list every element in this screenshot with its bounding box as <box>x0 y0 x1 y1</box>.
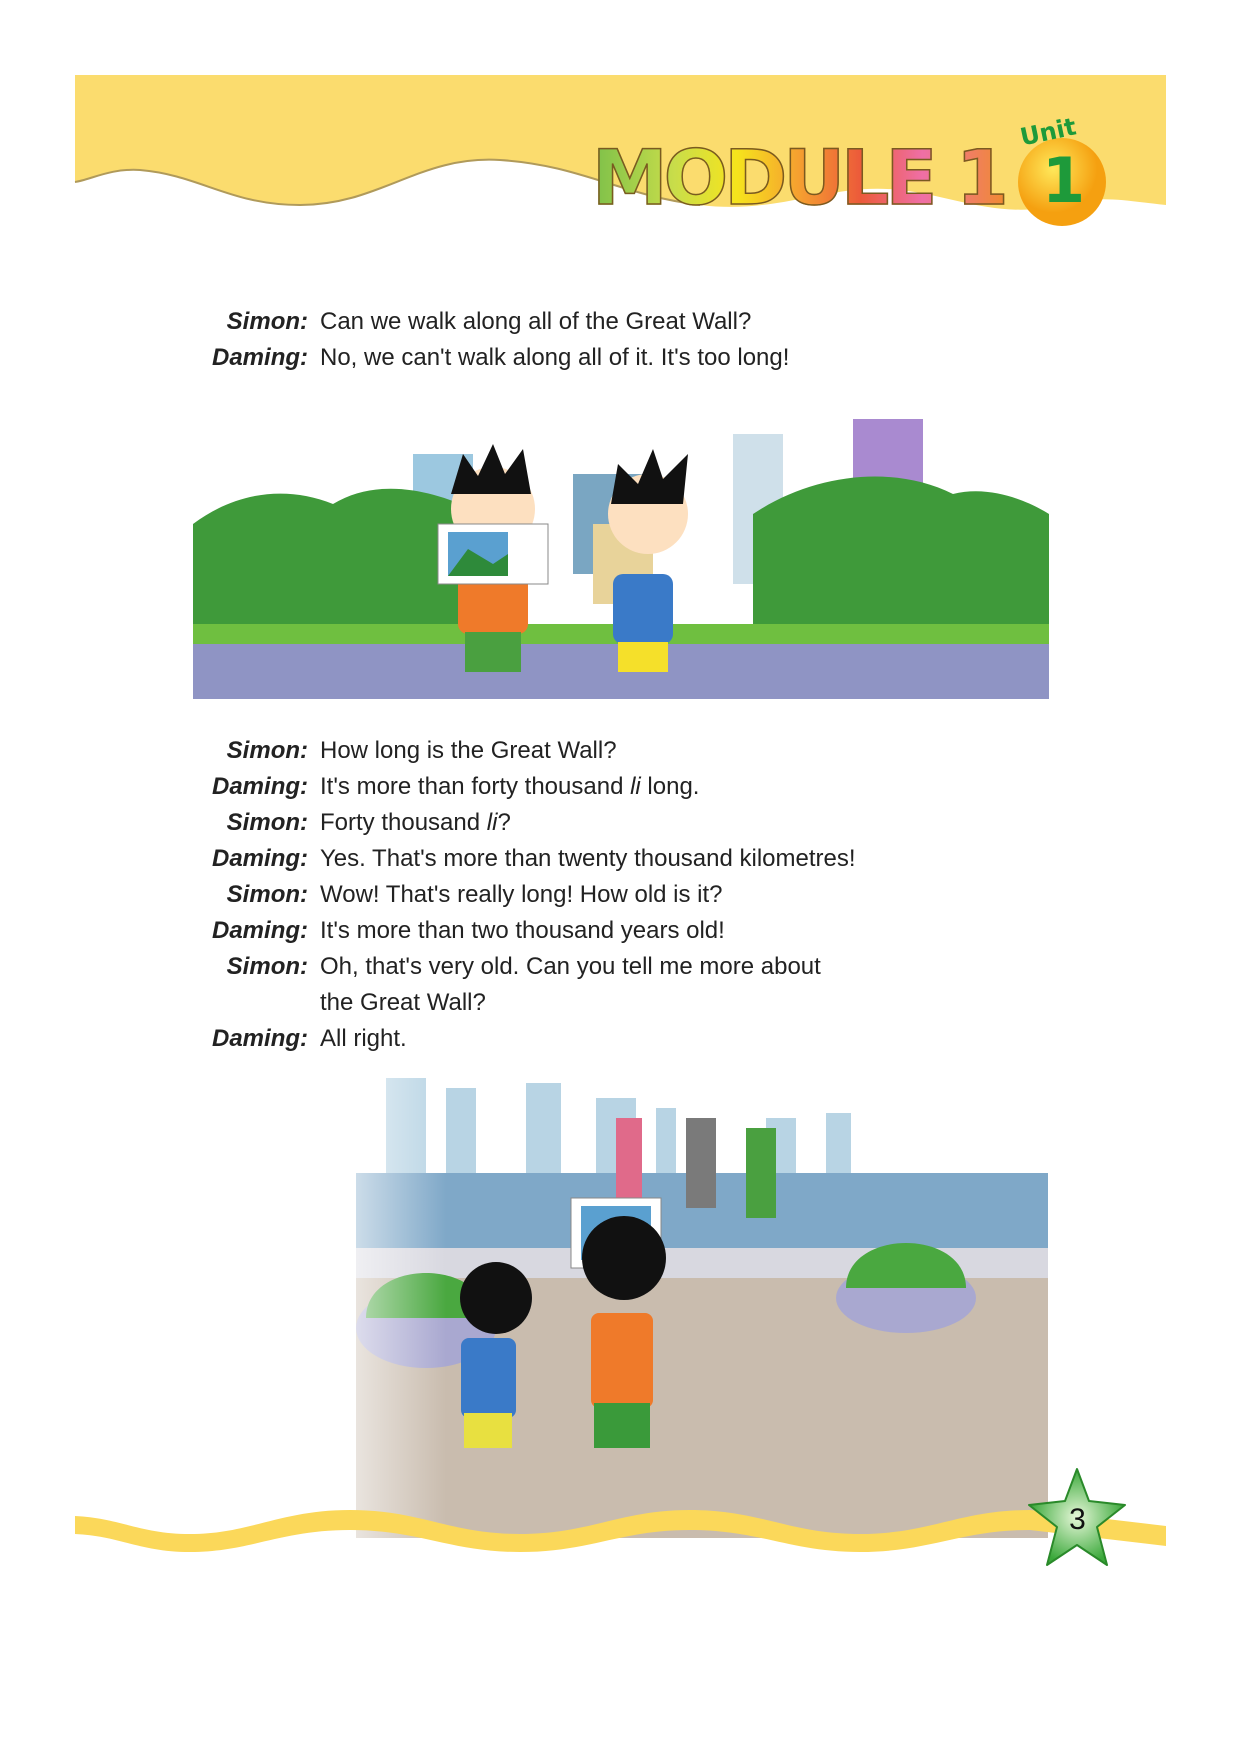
dialogue-1 <box>150 304 1050 376</box>
module-title: MODULE 1 <box>592 133 1005 222</box>
page-number-badge: 3 <box>1025 1465 1130 1570</box>
dialogue-line-continuation: the Great Wall? <box>320 989 486 1016</box>
dialogue-line: Daming: No, we can't walk along all of it. It's too long! <box>212 344 790 371</box>
illustration-waterfront <box>296 1068 1048 1538</box>
dialogue-line: Simon: Oh, that's very old. Can you tell me more about <box>226 953 821 980</box>
illustration-boys-with-book <box>193 414 1049 699</box>
dialogue-line: Simon: Forty thousand li? <box>226 809 511 836</box>
dialogue-2 <box>150 733 1050 1057</box>
dialogue-line: Daming: All right. <box>212 1025 407 1052</box>
dialogue-line: Simon: How long is the Great Wall? <box>226 737 617 764</box>
dialogue-line: Simon: Can we walk along all of the Great Wall? <box>226 308 752 335</box>
dialogue-line: Daming: It's more than forty thousand li long. <box>212 773 700 800</box>
dialogue-line: Daming: Yes. That's more than twenty thousand kilometres! <box>212 845 856 872</box>
module-title-logo <box>592 128 1005 228</box>
dialogue-line: Daming: It's more than two thousand years old! <box>212 917 725 944</box>
dialogue-line: Simon: Wow! That's really long! How old is it? <box>226 881 723 908</box>
unit-badge: Unit 1 <box>1010 120 1120 230</box>
